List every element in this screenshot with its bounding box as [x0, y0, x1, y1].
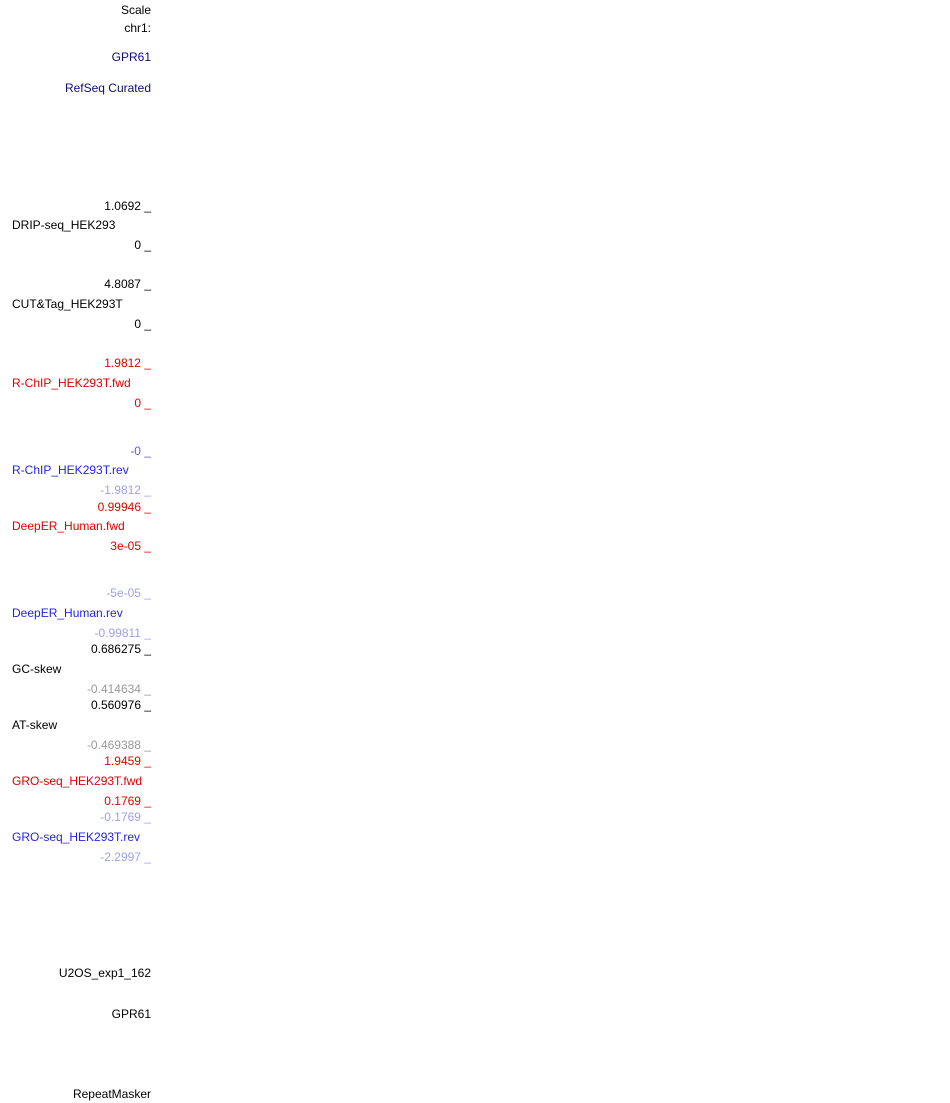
rchip-fwd-max-value: 1.9812 _ [104, 356, 151, 370]
refseq-gene-name[interactable]: GPR61 [111, 50, 151, 64]
rchip-fwd-track-label[interactable]: R-ChIP_HEK293T.fwd [12, 376, 131, 390]
rchip-rev-max-value: -0 _ [130, 444, 151, 458]
drip-seq-max-value: 1.0692 _ [104, 199, 151, 213]
deeper-fwd-min-value: 3e-05 _ [110, 539, 151, 553]
rchip-fwd-min-value: 0 _ [134, 396, 151, 410]
at-skew-track-label[interactable]: AT-skew [12, 718, 58, 732]
refseq-track-label[interactable]: RefSeq Curated [64, 81, 151, 95]
cut-tag-max-value: 4.8087 _ [104, 277, 151, 291]
position-label: chr1: [124, 21, 151, 35]
deeper-rev-track-label[interactable]: DeepER_Human.rev [12, 606, 123, 620]
cut-tag-min-value: 0 _ [134, 317, 151, 331]
gro-seq-rev-min-value: -2.2997 _ [100, 850, 151, 864]
u2os-item-label[interactable]: U2OS_exp1_162 [58, 966, 151, 980]
at-skew-max-value: 0.560976 _ [90, 698, 151, 712]
drip-seq-track-label[interactable]: DRIP-seq_HEK293 [12, 218, 116, 232]
deeper-rev-min-value: -0.99811 _ [94, 626, 151, 640]
rchip-rev-min-value: -1.9812 _ [100, 483, 151, 497]
rchip-rev-track-label[interactable]: R-ChIP_HEK293T.rev [12, 463, 129, 477]
gc-skew-min-value: -0.414634 _ [86, 682, 151, 696]
gc-skew-max-value: 0.686275 _ [90, 642, 151, 656]
gro-seq-fwd-min-value: 0.1769 _ [104, 794, 151, 808]
deeper-rev-max-value: -5e-05 _ [106, 586, 151, 600]
gro-seq-rev-track-label[interactable]: GRO-seq_HEK293T.rev [12, 830, 141, 844]
gro-seq-fwd-track-label[interactable]: GRO-seq_HEK293T.fwd [12, 774, 143, 788]
at-skew-min-value: -0.469388 _ [86, 738, 151, 752]
repeatmasker-track-label[interactable]: RepeatMasker [72, 1087, 151, 1101]
deeper-fwd-max-value: 0.99946 _ [97, 500, 151, 514]
scale-label: Scale [120, 3, 151, 17]
gpr61-item-label[interactable]: GPR61 [111, 1007, 151, 1021]
deeper-fwd-track-label[interactable]: DeepER_Human.fwd [12, 519, 125, 533]
gc-skew-track-label[interactable]: GC-skew [12, 662, 62, 676]
drip-seq-min-value: 0 _ [134, 238, 151, 252]
gro-seq-fwd-max-value: 1.9459 _ [104, 754, 151, 768]
gro-seq-rev-max-value: -0.1769 _ [100, 810, 151, 824]
cut-tag-track-label[interactable]: CUT&Tag_HEK293T [12, 297, 123, 311]
